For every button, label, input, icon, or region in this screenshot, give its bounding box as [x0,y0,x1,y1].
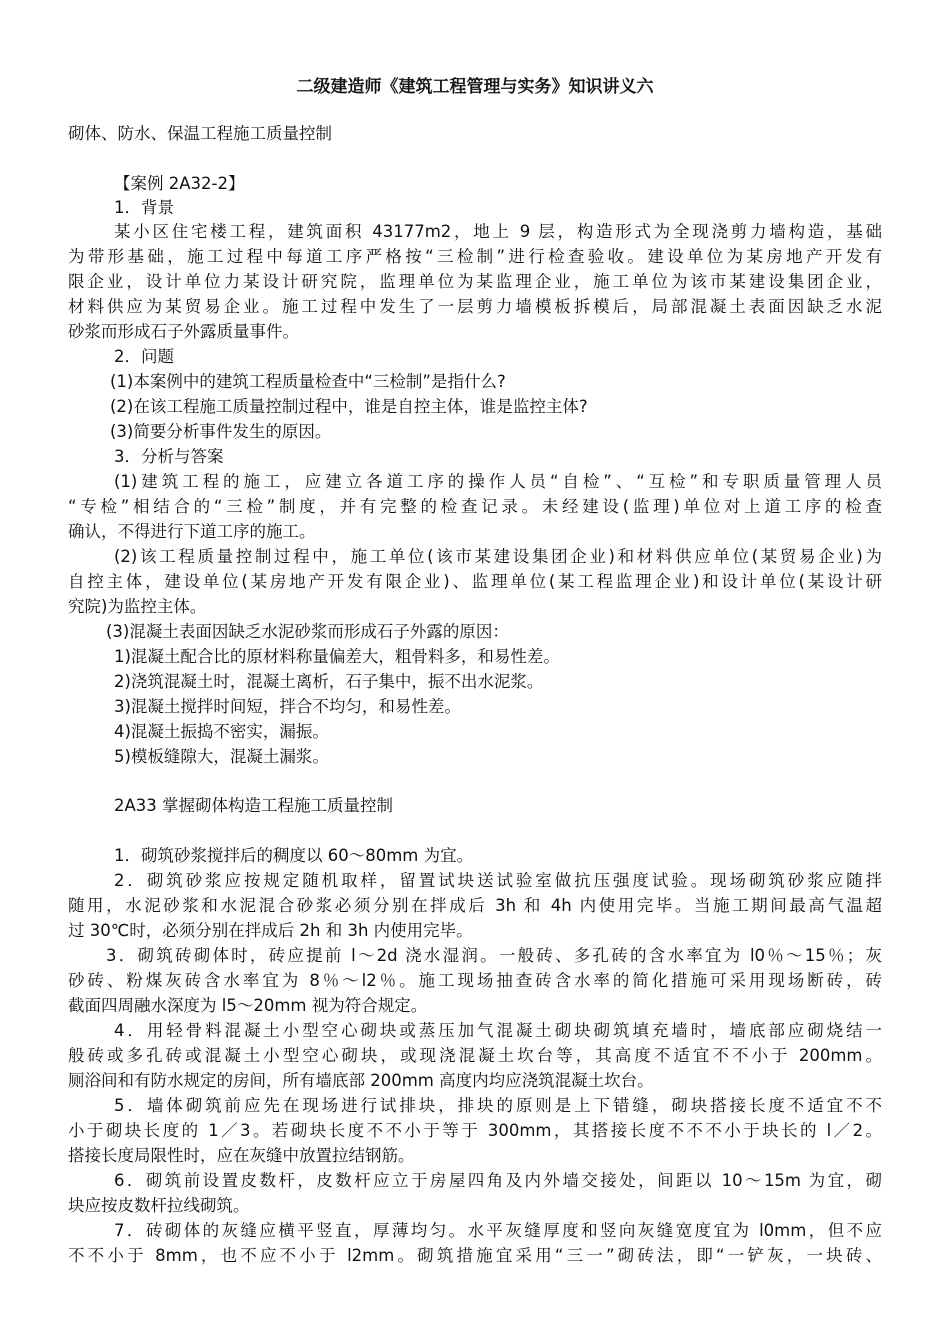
paragraph-line: 某小区住宅楼工程，建筑面积 43177m2，地上 9 层，构造形式为全现浇剪力墙构造，基础 [114,222,882,241]
paragraph-line: (1)建筑工程的施工，应建立各道工序的操作人员“自检”、“互检”和专职质量管理人员 [114,472,882,491]
paragraph-line: 块应按皮数杆拉线砌筑。 [68,1196,250,1215]
paragraph-line: 5．墙体砌筑前应先在现场进行试排块，排块的原则是上下错缝，砌块搭接长度不适宜不不 [114,1096,882,1115]
paragraph-line: 搭接长度局限性时，应在灰缝中放置拉结钢筋。 [68,1146,415,1165]
paragraph-line: 随用，水泥砂浆和水泥混合砂浆必须分别在拌成后 3h 和 4h 内使用完毕。当施工期间最高气温超 [68,896,882,915]
answer-heading: 3．分析与答案 [114,447,224,466]
paragraph-line: 厕浴间和有防水规定的房间，所有墙底部 200mm 高度内均应浇筑混凝土坎台。 [68,1071,654,1090]
cause-item: 1)混凝土配合比的原材料称量偏差大，粗骨料多，和易性差。 [114,647,560,666]
cause-item: 3)混凝土搅拌时间短，拌合不均匀，和易性差。 [114,697,461,716]
paragraph-line: 不不小于 8mm，也不应不小于 l2mm。砌筑措施宜采用“三一”砌砖法，即“一铲灰，一块砖、 [68,1246,882,1265]
question-item: (1)本案例中的建筑工程质量检查中“三检制”是指什么? [110,372,506,391]
paragraph-line: 砂浆而形成石子外露质量事件。 [68,322,299,341]
paragraph-line: 材料供应为某贸易企业。施工过程中发生了一层剪力墙模板拆模后，局部混凝土表面因缺乏水泥 [68,297,882,316]
cause-item: 2)浇筑混凝土时，混凝土离析，石子集中，振不出水泥浆。 [114,672,544,691]
paragraph-line: 7．砖砌体的灰缝应横平竖直，厚薄均匀。水平灰缝厚度和竖向灰缝宽度宜为 l0mm，但不应 [114,1221,882,1240]
paragraph-line: 4．用轻骨料混凝土小型空心砌块或蒸压加气混凝土砌块砌筑填充墙时，墙底部应砌烧结一 [114,1021,882,1040]
paragraph-line: 6．砌筑前设置皮数杆，皮数杆应立于房屋四角及内外墙交接处，间距以 10～15m 为宜，砌 [114,1171,882,1190]
answer3-intro: (3)混凝土表面因缺乏水泥砂浆而形成石子外露的原因： [106,622,509,641]
question-item: (2)在该工程施工质量控制过程中，谁是自控主体，谁是监控主体? [110,397,588,416]
paragraph-line: 过 30℃时，必须分别在拌成后 2h 和 3h 内使用完毕。 [68,921,473,940]
background-heading: 1．背景 [114,198,174,217]
paragraph-line: 1．砌筑砂浆搅拌后的稠度以 60～80mm 为宜。 [114,846,474,865]
paragraph-line: 般砖或多孔砖或混凝土小型空心砌块，或现浇混凝土坎台等，其高度不适宜不不小于 200mm。 [68,1046,882,1065]
paragraph-line: 砂砖、粉煤灰砖含水率宜为 8％～l2％。施工现场抽查砖含水率的简化措施可采用现场断砖，砖 [68,971,882,990]
paragraph-line: 究院)为监控主体。 [68,597,207,616]
case-label: 【案例 2A32-2】 [114,174,245,193]
document-title: 二级建造师《建筑工程管理与实务》知识讲义六 [296,77,654,97]
section-heading: 砌体、防水、保温工程施工质量控制 [68,124,332,143]
paragraph-line: 限企业，设计单位力某设计研究院，监理单位为某监理企业，施工单位为该市某建设集团企业， [68,272,882,291]
paragraph-line: 确认，不得进行下道工序的施工。 [68,522,316,541]
question-heading: 2．问题 [114,347,174,366]
paragraph-line: 截面四周融水深度为 l5～20mm 视为符合规定。 [68,996,428,1015]
section2-heading: 2A33 掌握砌体构造工程施工质量控制 [114,796,394,815]
paragraph-line: 小于砌块长度的 1／3。若砌块长度不不小于等于 300mm，其搭接长度不不不小于块长的 l／2。 [68,1121,882,1140]
paragraph-line: “专检”相结合的“三检”制度，并有完整的检查记录。未经建设(监理)单位对上道工序的检查 [68,497,882,516]
question-item: (3)简要分析事件发生的原因。 [110,422,332,441]
paragraph-line: 2．砌筑砂浆应按规定随机取样，留置试块送试验室做抗压强度试验。现场砌筑砂浆应随拌 [114,871,882,890]
paragraph-line: (2)该工程质量控制过程中，施工单位(该市某建设集团企业)和材料供应单位(某贸易企业)为 [114,547,882,566]
paragraph-line: 3．砌筑砖砌体时，砖应提前 l～2d 浇水湿润。一般砖、多孔砖的含水率宜为 l0％～15％；灰 [106,946,882,965]
cause-item: 5)模板缝隙大，混凝土漏浆。 [114,747,329,766]
paragraph-line: 自控主体，建设单位(某房地产开发有限企业)、监理单位(某工程监理企业)和设计单位(某设计研 [68,572,882,591]
cause-item: 4)混凝土振捣不密实，漏振。 [114,722,329,741]
paragraph-line: 为带形基础，施工过程中每道工序严格按“三检制”进行检查验收。建设单位为某房地产开发有 [68,247,882,266]
